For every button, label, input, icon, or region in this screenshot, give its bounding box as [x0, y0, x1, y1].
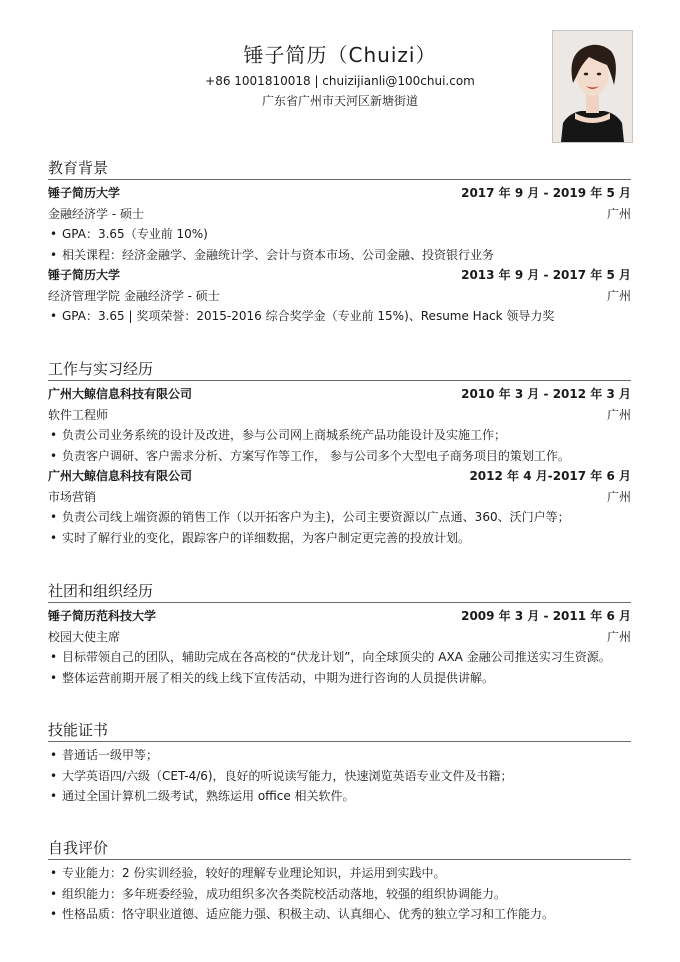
entry-role: 金融经济学 - 硕士 [48, 206, 144, 221]
entry-date: 2013 年 9 月 - 2017 年 5 月 [461, 268, 631, 282]
bullet-item: • GPA：3.65 | 奖项荣誉：2015-2016 综合奖学金（专业前 15%)、Resume Hack 领导力奖 [48, 306, 631, 327]
clubs-entry [48, 606, 631, 688]
entry-org: 广州大鲸信息科技有限公司 [48, 469, 193, 483]
education-entry [48, 183, 631, 265]
entry-date: 2012 年 4 月-2017 年 6 月 [469, 469, 631, 483]
work-section [48, 359, 631, 548]
bullet-item: • 目标带领自己的团队，辅助完成在各高校的“伏龙计划”，向全球顶尖的 AXA 金融公司推送实习生资源。 [48, 647, 631, 668]
bullet-item: • 性格品质：恪守职业道德、适应能力强、积极主动、认真细心、优秀的独立学习和工作能力。 [48, 904, 631, 925]
entry-location: 广州 [606, 629, 631, 644]
contact-line: +86 1001810018 | chuizijianli@100chui.com [205, 74, 475, 88]
entry-location: 广州 [606, 206, 631, 221]
bullet-item: • 负责公司业务系统的设计及改进，参与公司网上商城系统产品功能设计及实施工作； [48, 425, 631, 446]
skills-bullets [48, 745, 631, 807]
entry-location: 广州 [606, 288, 631, 303]
candidate-name: 锤子简历（Chuizi） [243, 43, 437, 67]
bullet-item: • 大学英语四/六级（CET-4/6)，良好的听说读写能力，快速浏览英语专业文件及书籍； [48, 766, 631, 787]
entry-date: 2009 年 3 月 - 2011 年 6 月 [461, 609, 631, 623]
self-evaluation-section-title: 自我评价 [48, 838, 631, 860]
work-entry [48, 384, 631, 466]
entry-role: 校园大使主席 [48, 629, 121, 644]
entry-org: 锤子简历大学 [48, 186, 121, 200]
self-evaluation-bullets [48, 863, 631, 925]
entry-bullets [48, 224, 631, 265]
clubs-section-title: 社团和组织经历 [48, 581, 631, 603]
education-entry [48, 265, 631, 327]
skills-section-title: 技能证书 [48, 720, 631, 742]
entry-bullets [48, 425, 631, 466]
bullet-item: • 整体运营前期开展了相关的线上线下宣传活动，中期为进行咨询的人员提供讲解。 [48, 668, 631, 689]
education-section-title: 教育背景 [48, 158, 631, 180]
profile-photo [552, 30, 633, 143]
bullet-item: • 通过全国计算机二级考试，熟练运用 office 相关软件。 [48, 786, 631, 807]
entry-date: 2010 年 3 月 - 2012 年 3 月 [461, 387, 631, 401]
entry-location: 广州 [606, 407, 631, 422]
entry-bullets [48, 306, 631, 327]
entry-date: 2017 年 9 月 - 2019 年 5 月 [461, 186, 631, 200]
skills-section [48, 720, 631, 807]
entry-role: 经济管理学院 金融经济学 - 硕士 [48, 288, 220, 303]
bullet-item: • 相关课程：经济金融学、金融统计学、会计与资本市场、公司金融、投资银行业务 [48, 245, 631, 266]
entry-bullets [48, 647, 631, 688]
bullet-item: • 组织能力：多年班委经验，成功组织多次各类院校活动落地，较强的组织协调能力。 [48, 884, 631, 905]
entry-org: 锤子简历范科技大学 [48, 609, 157, 623]
work-entry [48, 466, 631, 548]
bullet-item: • GPA：3.65（专业前 10%) [48, 224, 631, 245]
clubs-section [48, 581, 631, 688]
entry-role: 市场营销 [48, 489, 97, 504]
entry-org: 广州大鲸信息科技有限公司 [48, 387, 193, 401]
bullet-item: • 专业能力：2 份实训经验，较好的理解专业理论知识，并运用到实践中。 [48, 863, 631, 884]
self-evaluation-section [48, 838, 631, 925]
bullet-item: • 实时了解行业的变化，跟踪客户的详细数据，为客户制定更完善的投放计划。 [48, 528, 631, 549]
work-section-title: 工作与实习经历 [48, 359, 631, 381]
address-line: 广东省广州市天河区新塘街道 [261, 94, 418, 108]
bullet-item: • 普通话一级甲等； [48, 745, 631, 766]
bullet-item: • 负责客户调研、客户需求分析、方案写作等工作， 参与公司多个大型电子商务项目的策划工作。 [48, 446, 631, 467]
education-section [48, 158, 631, 327]
bullet-item: • 负责公司线上端资源的销售工作（以开拓客户为主)，公司主要资源以广点通、360、沃门户等； [48, 507, 631, 528]
entry-role: 软件工程师 [48, 407, 109, 422]
profile-photo-illustration [553, 31, 632, 142]
entry-bullets [48, 507, 631, 548]
entry-location: 广州 [606, 489, 631, 504]
entry-org: 锤子简历大学 [48, 268, 121, 282]
